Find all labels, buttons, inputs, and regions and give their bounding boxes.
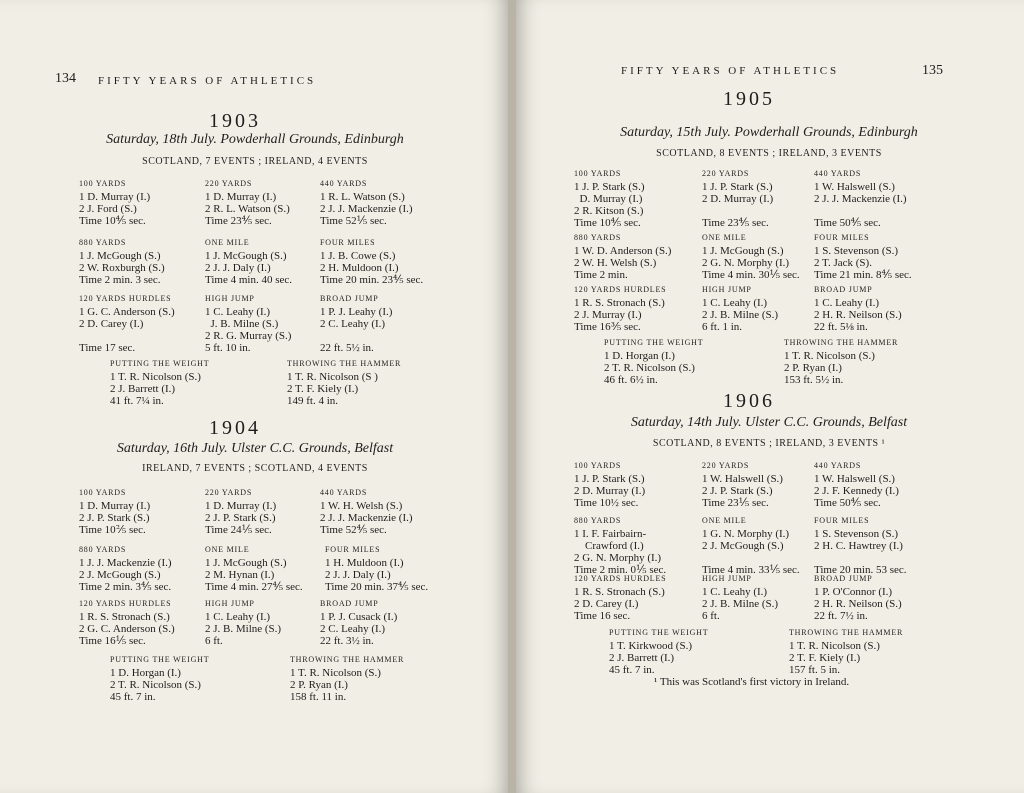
result-line: 1 G. C. Anderson (S.) (79, 306, 175, 318)
result-line: Time 20 min. 53 sec. (814, 564, 907, 576)
result-line: 2 T. R. Nicolson (S.) (110, 679, 201, 691)
result-line: 149 ft. 4 in. (287, 395, 339, 407)
result-line: 1 R. S. Stronach (S.) (574, 297, 665, 309)
event-heading: HIGH JUMP (205, 599, 255, 608)
meeting-score: IRELAND, 7 EVENTS ; SCOTLAND, 4 EVENTS (142, 463, 368, 474)
footnote: ¹ This was Scotland's first victory in Ireland. (654, 676, 850, 688)
result-line: 2 C. Leahy (I.) (320, 623, 386, 635)
event-result (784, 337, 898, 386)
result-line: Time 23⅘ sec. (702, 217, 769, 229)
meeting-score: SCOTLAND, 8 EVENTS ; IRELAND, 3 EVENTS ¹ (652, 438, 886, 449)
result-line: 1 J. B. Cowe (S.) (320, 250, 396, 262)
result-line: Time 4 min. 33⅕ sec. (702, 564, 800, 576)
result-line: Time 10⅘ sec. (79, 215, 146, 227)
event-heading: HIGH JUMP (702, 574, 752, 583)
result-line: 158 ft. 11 in. (290, 691, 347, 703)
event-result (79, 544, 172, 593)
event-heading: 220 YARDS (702, 169, 750, 178)
result-line: Time 23⅕ sec. (702, 497, 769, 509)
event-heading: THROWING THE HAMMER (290, 655, 405, 664)
event-result (814, 284, 902, 333)
event-heading: ONE MILE (702, 233, 747, 242)
result-line: 2 H. Muldoon (I.) (320, 262, 399, 274)
result-line: 2 H. R. Neilson (S.) (814, 598, 902, 610)
result-line: 1 P. J. Cusack (I.) (320, 611, 398, 623)
result-line (702, 205, 773, 217)
result-line: 2 J. B. Milne (S.) (702, 598, 779, 610)
meeting-venue: Saturday, 15th July. Powderhall Grounds, Edinburgh (620, 125, 918, 140)
result-line: 1 W. D. Anderson (S.) (574, 245, 672, 257)
event-result (814, 515, 907, 576)
event-result (205, 598, 281, 647)
event-result (702, 284, 778, 333)
event-heading: 100 YARDS (79, 179, 127, 188)
result-line: 2 D. Murray (I.) (702, 193, 774, 205)
result-line: Time 4 min. 27⅘ sec. (205, 581, 303, 593)
result-line: 2 D. Murray (I.) (574, 485, 646, 497)
meeting-venue: Saturday, 14th July. Ulster C.C. Grounds, Belfast (630, 415, 908, 430)
result-line: 2 C. Leahy (I.) (320, 318, 386, 330)
result-line: 6 ft. (205, 635, 223, 647)
result-line: Time 24⅕ sec. (205, 524, 272, 536)
result-line: 41 ft. 7¼ in. (110, 395, 164, 407)
event-result (702, 573, 778, 622)
event-result (814, 168, 907, 229)
result-line: 2 T. F. Kiely (I.) (287, 383, 359, 395)
event-result (79, 293, 175, 354)
event-heading: ONE MILE (205, 545, 250, 554)
result-line: 2 J. Barrett (I.) (110, 383, 176, 395)
result-line: 1 H. Muldoon (I.) (325, 557, 404, 569)
result-line: 1 C. Leahy (I.) (205, 611, 271, 623)
result-line: 2 J. J. Daly (I.) (325, 569, 391, 581)
event-heading: 220 YARDS (205, 179, 253, 188)
event-heading: 120 YARDS HURDLES (574, 285, 667, 294)
event-result (287, 358, 401, 407)
result-line: 153 ft. 5½ in. (784, 374, 844, 386)
result-line: 2 R. Kitson (S.) (574, 205, 644, 217)
result-line: 1 I. F. Fairbairn- (574, 528, 647, 540)
result-line: 2 W. H. Welsh (S.) (574, 257, 657, 269)
result-line: 1 J. P. Stark (S.) (574, 181, 645, 193)
result-line: 2 J. J. Daly (I.) (205, 262, 271, 274)
result-line: 1 S. Stevenson (S.) (814, 528, 899, 540)
result-line: 1 R. S. Stronach (S.) (79, 611, 170, 623)
result-line: D. Murray (I.) (574, 193, 643, 205)
result-line: 2 J. B. Milne (S.) (205, 623, 282, 635)
result-line: 45 ft. 7 in. (609, 664, 655, 676)
page-number: 134 (55, 71, 76, 86)
left-page (0, 0, 510, 793)
result-line: 1 D. Murray (I.) (79, 500, 151, 512)
event-heading: PUTTING THE WEIGHT (110, 359, 210, 368)
result-line: 2 H. C. Hawtrey (I.) (814, 540, 903, 552)
result-line: 2 J. B. Milne (S.) (702, 309, 779, 321)
result-line: Time 2 min. 0⅕ sec. (574, 564, 667, 576)
result-line: 2 J. McGough (S.) (79, 569, 161, 581)
event-result (702, 232, 800, 281)
event-heading: HIGH JUMP (702, 285, 752, 294)
event-result (574, 515, 666, 576)
event-heading: 120 YARDS HURDLES (79, 599, 172, 608)
event-heading: 440 YARDS (814, 461, 862, 470)
event-result (574, 284, 666, 333)
event-result (79, 178, 150, 227)
result-line: 1 W. Halswell (S.) (814, 473, 895, 485)
result-line: 1 S. Stevenson (S.) (814, 245, 899, 257)
result-line: 1 W. Halswell (S.) (814, 181, 895, 193)
event-heading: FOUR MILES (814, 233, 870, 242)
event-heading: HIGH JUMP (205, 294, 255, 303)
event-heading: 440 YARDS (814, 169, 862, 178)
result-line: 1 T. R. Nicolson (S.) (789, 640, 880, 652)
result-line: 2 J. Ford (S.) (79, 203, 137, 215)
result-line: 2 J. J. Mackenzie (I.) (320, 203, 413, 215)
event-result (814, 460, 899, 509)
result-line: Time 20 min. 37⅘ sec. (325, 581, 429, 593)
event-result (814, 573, 902, 622)
result-line: Time 4 min. 30⅕ sec. (702, 269, 800, 281)
meeting-year: 1906 (723, 390, 775, 412)
event-result (320, 293, 392, 354)
result-line: Time 2 min. 3 sec. (79, 274, 161, 286)
result-line: 1 D. Horgan (I.) (604, 350, 675, 362)
event-heading: THROWING THE HAMMER (784, 338, 899, 347)
event-heading: ONE MILE (702, 516, 747, 525)
result-line: Time 16 sec. (574, 610, 631, 622)
result-line: 6 ft. (702, 610, 720, 622)
result-line: 1 J. J. Mackenzie (I.) (79, 557, 172, 569)
result-line: Time 2 min. (574, 269, 628, 281)
result-line: 1 C. Leahy (I.) (702, 297, 768, 309)
event-heading: BROAD JUMP (320, 294, 379, 303)
event-result (79, 598, 175, 647)
result-line: Time 23⅘ sec. (205, 215, 272, 227)
result-line: 2 T. R. Nicolson (S.) (604, 362, 695, 374)
result-line: 1 T. R. Nicolson (S ) (287, 371, 378, 383)
result-line: 1 T. R. Nicolson (S.) (290, 667, 381, 679)
result-line (702, 552, 800, 564)
event-heading: BROAD JUMP (814, 285, 873, 294)
event-heading: FOUR MILES (325, 545, 381, 554)
result-line (814, 205, 907, 217)
result-line: 1 P. O'Connor (I.) (814, 586, 893, 598)
meeting-year: 1905 (723, 88, 775, 110)
result-line: Time 21 min. 8⅘ sec. (814, 269, 912, 281)
result-line: 2 J. J. Mackenzie (I.) (814, 193, 907, 205)
meeting-score: SCOTLAND, 8 EVENTS ; IRELAND, 3 EVENTS (656, 148, 882, 159)
event-heading: PUTTING THE WEIGHT (609, 628, 709, 637)
event-result (702, 460, 783, 509)
event-heading: 880 YARDS (574, 516, 622, 525)
event-result (79, 237, 165, 286)
result-line: 1 G. N. Morphy (I.) (702, 528, 790, 540)
event-result (320, 178, 413, 227)
result-line: 22 ft. 7½ in. (814, 610, 868, 622)
event-heading: THROWING THE HAMMER (789, 628, 904, 637)
running-head: FIFTY YEARS OF ATHLETICS (621, 65, 840, 77)
result-line: 1 P. J. Leahy (I.) (320, 306, 393, 318)
result-line: 2 J. P. Stark (S.) (702, 485, 773, 497)
result-line: 2 H. R. Neilson (S.) (814, 309, 902, 321)
result-line: 1 J. McGough (S.) (205, 250, 287, 262)
event-result (110, 358, 209, 407)
event-result (205, 178, 290, 227)
event-heading: PUTTING THE WEIGHT (110, 655, 210, 664)
result-line: 1 J. McGough (S.) (205, 557, 287, 569)
result-line: 2 J. J. Mackenzie (I.) (320, 512, 413, 524)
result-line: Time 10⅘ sec. (574, 217, 641, 229)
result-line: Time 2 min. 3⅘ sec. (79, 581, 172, 593)
result-line: 1 J. McGough (S.) (79, 250, 161, 262)
result-line: 1 J. McGough (S.) (702, 245, 784, 257)
result-line: 1 T. R. Nicolson (S.) (784, 350, 875, 362)
result-line: 2 T. Jack (S). (814, 257, 872, 269)
event-result (574, 168, 645, 229)
result-line: 22 ft. 5⅛ in. (814, 321, 868, 333)
result-line: 2 J. Barrett (I.) (609, 652, 675, 664)
result-line: Time 4 min. 40 sec. (205, 274, 292, 286)
result-line: 157 ft. 5 in. (789, 664, 841, 676)
result-line: Time 17 sec. (79, 342, 136, 354)
result-line: 1 T. R. Nicolson (S.) (110, 371, 201, 383)
event-heading: PUTTING THE WEIGHT (604, 338, 704, 347)
event-heading: 100 YARDS (574, 169, 622, 178)
result-line: 1 C. Leahy (I.) (205, 306, 271, 318)
event-result (325, 544, 428, 593)
result-line: 2 D. Carey (I.) (574, 598, 639, 610)
event-heading: THROWING THE HAMMER (287, 359, 402, 368)
event-result (320, 598, 397, 647)
event-heading: 100 YARDS (79, 488, 127, 497)
result-line: 2 J. McGough (S.) (702, 540, 784, 552)
result-line: Time 10½ sec. (574, 497, 639, 509)
result-line: Time 10⅖ sec. (79, 524, 146, 536)
result-line: 1 R. S. Stronach (S.) (574, 586, 665, 598)
event-result (320, 487, 413, 536)
running-head: FIFTY YEARS OF ATHLETICS (98, 75, 317, 87)
book-gutter (508, 0, 516, 793)
result-line: 2 M. Hynan (I.) (205, 569, 275, 581)
result-line: 6 ft. 1 in. (702, 321, 743, 333)
event-heading: 220 YARDS (702, 461, 750, 470)
result-line: 1 D. Murray (I.) (205, 191, 277, 203)
result-line: 1 W. H. Welsh (S.) (320, 500, 403, 512)
result-line: 1 D. Murray (I.) (79, 191, 151, 203)
result-line: 2 W. Roxburgh (S.) (79, 262, 165, 274)
meeting-venue: Saturday, 16th July. Ulster C.C. Grounds, Belfast (116, 441, 394, 456)
result-line (814, 552, 907, 564)
event-result (290, 654, 404, 703)
event-heading: FOUR MILES (320, 238, 376, 247)
result-line: Time 16⅗ sec. (574, 321, 641, 333)
result-line: 1 D. Horgan (I.) (110, 667, 181, 679)
meeting-year: 1904 (209, 417, 261, 439)
event-result (574, 460, 645, 509)
meeting-score: SCOTLAND, 7 EVENTS ; IRELAND, 4 EVENTS (142, 156, 368, 167)
result-line: 22 ft. 3½ in. (320, 635, 374, 647)
page-number: 135 (922, 63, 943, 78)
result-line: 1 W. Halswell (S.) (702, 473, 783, 485)
result-line: 2 G. C. Anderson (S.) (79, 623, 175, 635)
event-result (702, 168, 773, 229)
result-line: 1 D. Murray (I.) (205, 500, 277, 512)
result-line: 1 J. P. Stark (S.) (574, 473, 645, 485)
result-line: 22 ft. 5½ in. (320, 342, 374, 354)
event-heading: BROAD JUMP (320, 599, 379, 608)
result-line: 2 R. L. Watson (S.) (205, 203, 290, 215)
result-line: Time 20 min. 23⅘ sec. (320, 274, 424, 286)
event-result (789, 627, 903, 676)
meeting-venue: Saturday, 18th July. Powderhall Grounds, Edinburgh (106, 132, 404, 147)
result-line: 5 ft. 10 in. (205, 342, 251, 354)
result-line: 2 P. Ryan (I.) (784, 362, 842, 374)
event-result (574, 232, 671, 281)
result-line: Time 52⅘ sec. (320, 524, 387, 536)
result-line: Time 16⅕ sec. (79, 635, 146, 647)
result-line: 2 T. F. Kiely (I.) (789, 652, 861, 664)
right-page (514, 0, 1024, 793)
event-heading: FOUR MILES (814, 516, 870, 525)
event-result (205, 293, 291, 354)
result-line: 2 J. F. Kennedy (I.) (814, 485, 899, 497)
event-heading: 880 YARDS (79, 238, 127, 247)
result-line (79, 330, 175, 342)
event-heading: 100 YARDS (574, 461, 622, 470)
result-line: Time 50⅘ sec. (814, 497, 881, 509)
event-heading: 120 YARDS HURDLES (574, 574, 667, 583)
event-result (79, 487, 150, 536)
event-heading: 220 YARDS (205, 488, 253, 497)
event-result (574, 573, 666, 622)
event-heading: 440 YARDS (320, 179, 368, 188)
result-line: Time 50⅘ sec. (814, 217, 881, 229)
event-result (320, 237, 423, 286)
result-line: 2 J. P. Stark (S.) (205, 512, 276, 524)
event-heading: 120 YARDS HURDLES (79, 294, 172, 303)
result-line: 1 T. Kirkwood (S.) (609, 640, 693, 652)
event-heading: 880 YARDS (79, 545, 127, 554)
result-line: 2 J. P. Stark (S.) (79, 512, 150, 524)
result-line: Crawford (I.) (574, 540, 644, 552)
event-heading: ONE MILE (205, 238, 250, 247)
result-line: 1 C. Leahy (I.) (814, 297, 880, 309)
result-line: 2 D. Carey (I.) (79, 318, 144, 330)
event-result (609, 627, 708, 676)
result-line: Time 52⅕ sec. (320, 215, 387, 227)
event-result (205, 487, 276, 536)
event-heading: 880 YARDS (574, 233, 622, 242)
event-heading: BROAD JUMP (814, 574, 873, 583)
result-line: 2 R. G. Murray (S.) (205, 330, 292, 342)
result-line: 45 ft. 7 in. (110, 691, 156, 703)
result-line: 46 ft. 6½ in. (604, 374, 658, 386)
result-line: 1 R. L. Watson (S.) (320, 191, 405, 203)
result-line: 1 C. Leahy (I.) (702, 586, 768, 598)
meeting-year: 1903 (209, 110, 261, 132)
event-result (110, 654, 209, 703)
event-result (604, 337, 703, 386)
event-heading: 440 YARDS (320, 488, 368, 497)
result-line: 2 G. N. Morphy (I.) (702, 257, 790, 269)
event-result (814, 232, 912, 281)
result-line: J. B. Milne (S.) (205, 318, 279, 330)
result-line: 2 P. Ryan (I.) (290, 679, 348, 691)
event-result (702, 515, 800, 576)
result-line: 2 J. Murray (I.) (574, 309, 642, 321)
result-line: 1 J. P. Stark (S.) (702, 181, 773, 193)
result-line: 2 G. N. Morphy (I.) (574, 552, 662, 564)
event-result (205, 237, 292, 286)
result-line (320, 330, 392, 342)
event-result (205, 544, 303, 593)
